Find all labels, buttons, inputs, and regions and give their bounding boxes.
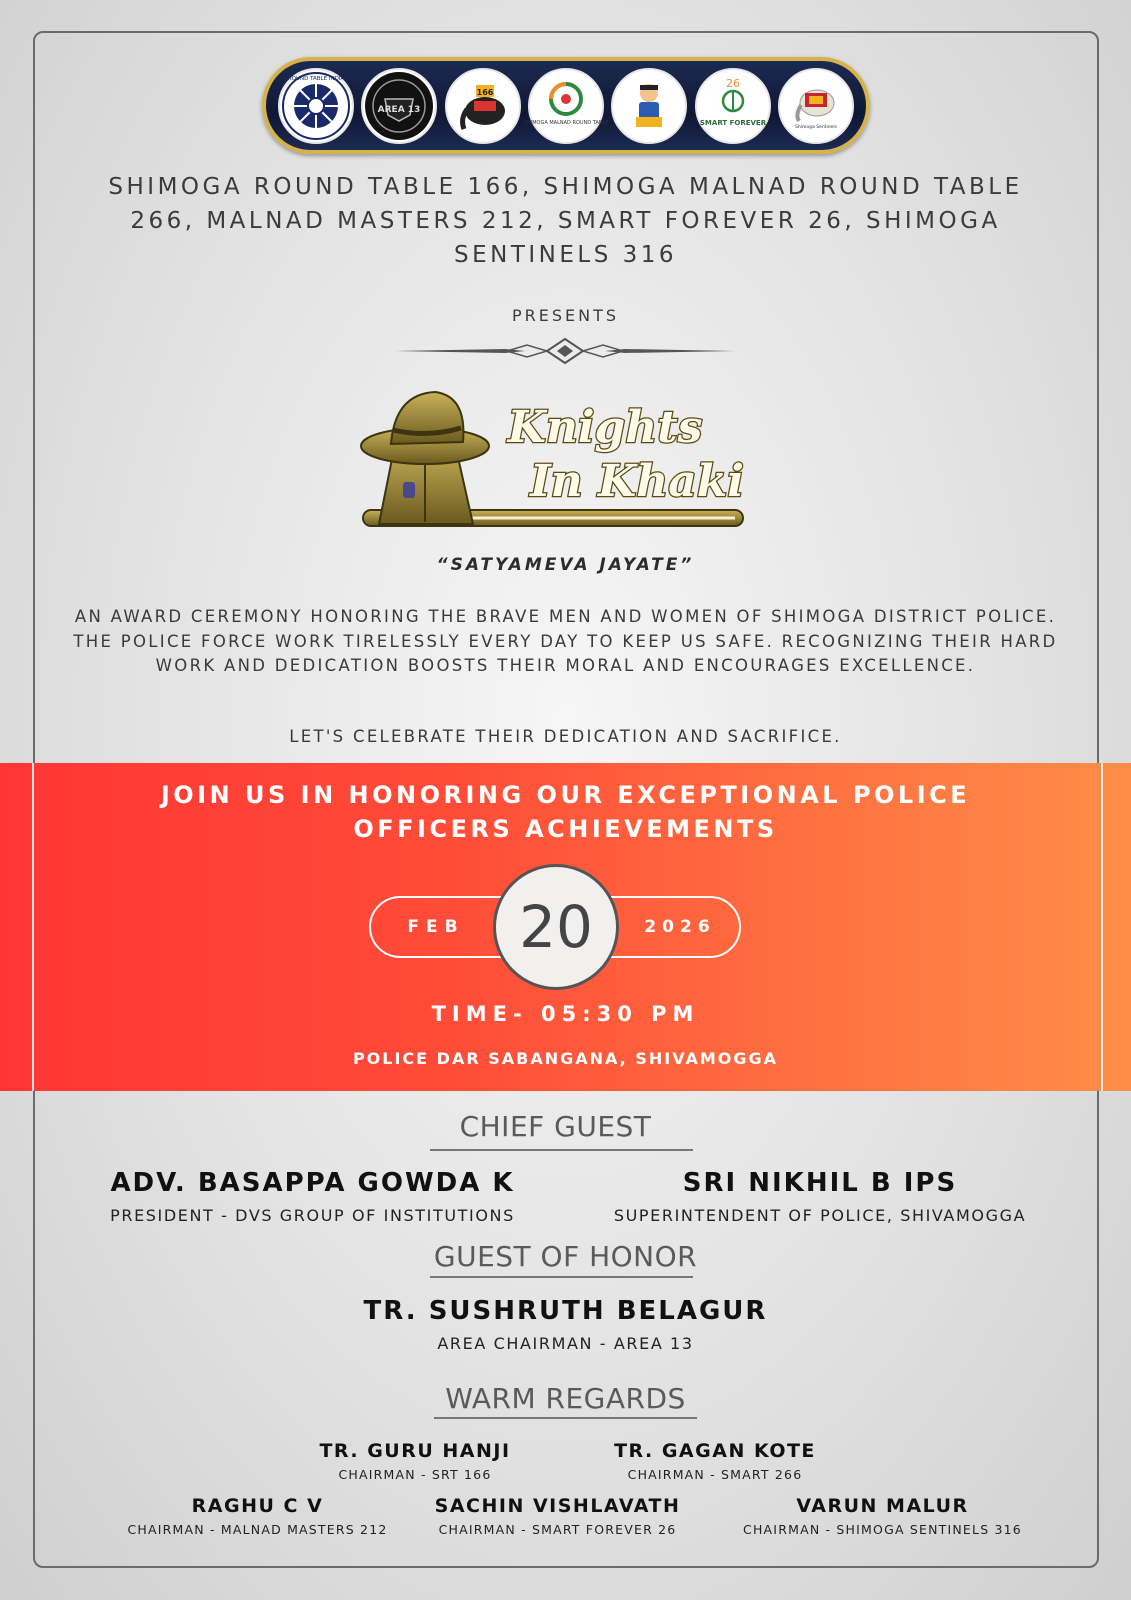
sponsor-logo-strip	[262, 57, 870, 154]
shimoga-malnad-round-table-logo	[523, 68, 609, 144]
shimoga-sentinels-logo	[778, 68, 854, 144]
svg-text:AREA 13: AREA 13	[377, 104, 421, 115]
regards-person-5-role: CHAIRMAN - SHIMOGA SENTINELS 316	[743, 1522, 1022, 1537]
guest-of-honor-name: TR. SUSHRUTH BELAGUR	[363, 1296, 768, 1326]
svg-text:26: 26	[725, 76, 740, 90]
regards-person-1-role: CHAIRMAN - SRT 166	[338, 1467, 492, 1482]
knights-in-khaki-logo	[355, 374, 755, 546]
regards-person-5-name: VARUN MALUR	[796, 1495, 969, 1517]
guest-of-honor-role: AREA CHAIRMAN - AREA 13	[437, 1334, 694, 1353]
chief-guest-title: CHIEF GUEST	[459, 1110, 652, 1143]
chief-guest-2-role: SUPERINTENDENT OF POLICE, SHIVAMOGGA	[613, 1206, 1027, 1225]
malnad-masters-logo	[611, 68, 687, 144]
warm-regards-underline	[434, 1417, 697, 1419]
ornamental-divider	[395, 334, 735, 368]
svg-text:SMART FOREVER: SMART FOREVER	[699, 118, 766, 127]
svg-text:In Khaki: In Khaki	[530, 456, 744, 507]
guest-of-honor-title: GUEST OF HONOR	[433, 1240, 698, 1273]
regards-person-2-role: CHAIRMAN - SMART 266	[627, 1467, 803, 1482]
round-table-india-logo	[278, 68, 354, 144]
regards-person-3-name: RAGHU C V	[191, 1495, 324, 1517]
svg-text:Knights: Knights	[507, 402, 703, 453]
event-description: AN AWARD CEREMONY HONORING THE BRAVE MEN AND WOMEN OF SHIMOGA DISTRICT POLICE. THE POLICE FORCE WORK TIRELESSLY EVERY DAY TO KEEP US SAFE. RECOGNIZING THEIR HARD WORK AND DEDICATION BOOSTS THEIR MORAL AND ENCOURAGES EXCELLENCE.	[73, 607, 1058, 675]
svg-text:SHIMOGA MALNAD ROUND TABLE: SHIMOGA MALNAD ROUND TABLE	[523, 119, 609, 126]
regards-person-3-role: CHAIRMAN - MALNAD MASTERS 212	[127, 1522, 388, 1537]
regards-person-2-name: TR. GAGAN KOTE	[614, 1440, 816, 1462]
date-month: FEB	[407, 917, 465, 937]
area-13-logo	[361, 68, 437, 144]
regards-person-4-name: SACHIN VISHLAVATH	[434, 1495, 681, 1517]
chief-guest-1-role: PRESIDENT - DVS GROUP OF INSTITUTIONS	[110, 1206, 515, 1225]
date-day: 20	[493, 864, 619, 990]
celebrate-line: LET'S CELEBRATE THEIR DEDICATION AND SACRIFICE.	[289, 727, 842, 746]
svg-text:ROUND TABLE INDIA: ROUND TABLE INDIA	[287, 75, 344, 82]
regards-person-1-name: TR. GURU HANJI	[319, 1440, 511, 1462]
motto: “SATYAMEVA JAYATE”	[436, 555, 695, 575]
event-time: TIME- 05:30 PM	[431, 1002, 700, 1026]
event-venue: POLICE DAR SABANGANA, SHIVAMOGGA	[352, 1049, 779, 1068]
svg-text:Shimoga Sentinels: Shimoga Sentinels	[795, 124, 838, 130]
chief-guest-1-name: ADV. BASAPPA GOWDA K	[110, 1168, 515, 1198]
chief-guest-underline	[430, 1149, 693, 1151]
date-year: 2026	[644, 917, 716, 937]
srt-166-elephant-logo	[445, 68, 521, 144]
chief-guest-2-name: SRI NIKHIL B IPS	[682, 1168, 958, 1198]
organizers-heading: SHIMOGA ROUND TABLE 166, SHIMOGA MALNAD ROUND TABLE 266, MALNAD MASTERS 212, SMART FOREVER 26, SHIMOGA SENTINELS 316	[108, 174, 1023, 268]
svg-text:166: 166	[476, 87, 493, 97]
warm-regards-title: WARM REGARDS	[445, 1382, 686, 1415]
presents-label: PRESENTS	[511, 306, 620, 325]
invitation-headline: JOIN US IN HONORING OUR EXCEPTIONAL POLICE OFFICERS ACHIEVEMENTS	[160, 781, 971, 843]
guest-of-honor-underline	[430, 1276, 693, 1278]
regards-person-4-role: CHAIRMAN - SMART FOREVER 26	[438, 1522, 677, 1537]
smart-forever-logo	[695, 68, 771, 144]
